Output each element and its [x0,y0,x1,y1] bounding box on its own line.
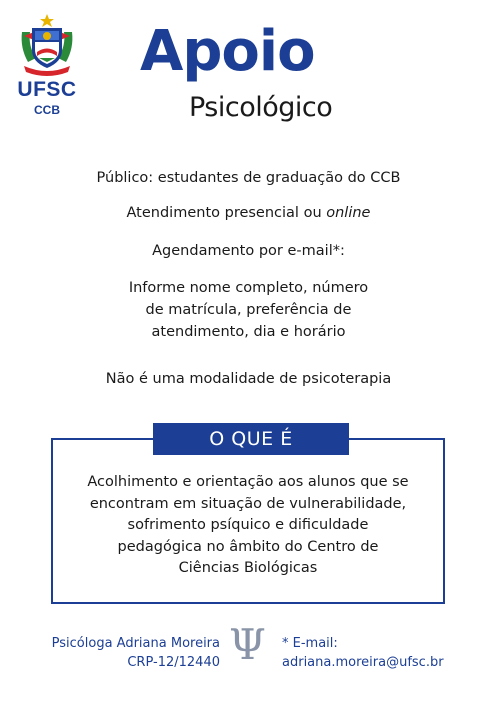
publico-text: Público: estudantes de graduação do CCB [96,170,401,186]
page-title: Apoio [140,19,315,84]
atendimento-text [0,202,497,224]
agendamento-text: Agendamento por e-mail*: [152,243,345,259]
psi-icon: Ψ [229,620,266,669]
description-line: pedagógica no âmbito do Centro de [117,538,379,555]
informe-line: de matrícula, preferência de [145,302,352,318]
email-link[interactable]: adriana.moreira@ufsc.br [282,655,444,670]
logo-ccb-text: CCB [34,103,60,117]
description-line: sofrimento psíquico e dificuldade [127,517,369,533]
informe-text [0,277,497,343]
psychologist-crp: CRP-12/12440 [127,655,220,670]
logo-ufsc-text: UFSC [17,78,77,101]
o-que-e-title: O QUE É [153,423,349,455]
contact-info [282,634,482,672]
description-line: Acolhimento e orientação aos alunos que se [87,474,409,490]
ufsc-logo [14,12,80,120]
coat-of-arms-icon [14,12,80,78]
informe-line: Informe nome completo, número [128,280,369,296]
atendimento-prefix: Atendimento presencial ou [126,205,327,221]
description-line: encontram em situação de vulnerabilidade, [89,495,407,512]
description-line: Ciências Biológicas [178,560,318,576]
psychologist-info [20,634,220,672]
informe-line: atendimento, dia e horário [151,324,346,340]
email-label: * E-mail: [282,636,338,651]
atendimento-online: online [326,205,371,221]
nao-psicoterapia-text: Não é uma modalidade de psicoterapia [105,371,392,387]
psychologist-name: Psicóloga Adriana Moreira [51,636,220,651]
o-que-e-description [60,472,436,580]
page-subtitle: Psicológico [189,92,333,123]
